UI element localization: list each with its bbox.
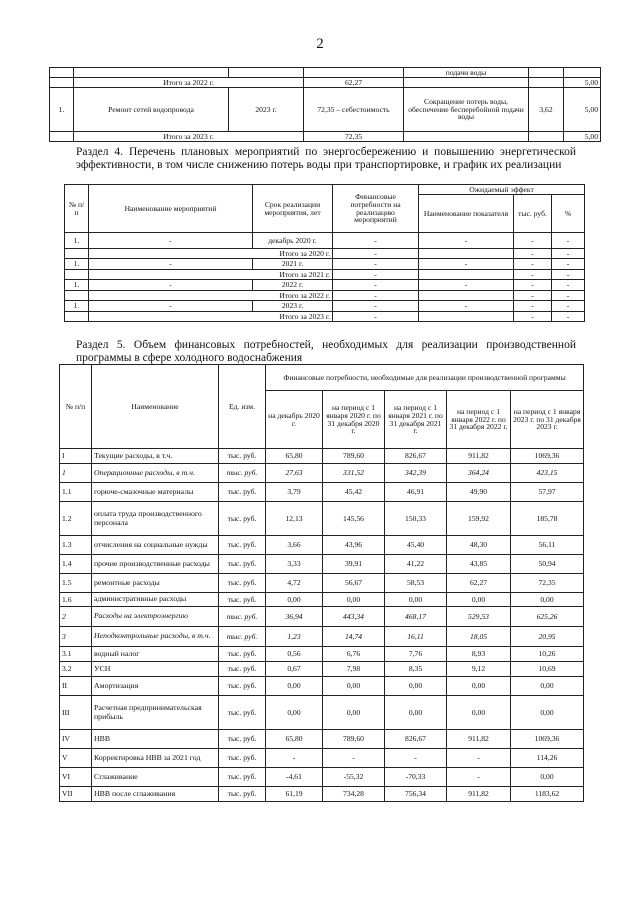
row-unit: тыс. руб. [219, 730, 266, 749]
row-name: Текущие расходы, в т.ч. [92, 449, 219, 464]
row-value: 826,67 [385, 730, 447, 749]
row-number: 1.3 [60, 536, 92, 555]
table-row [60, 555, 584, 574]
table-row [60, 464, 584, 483]
header-name: Наименование [92, 365, 219, 449]
measure-name: - [89, 259, 253, 270]
table-row [60, 593, 584, 607]
measure-pct: - [552, 301, 585, 312]
table-row [60, 662, 584, 677]
row-number: III [60, 696, 92, 730]
total-rub: - [514, 312, 552, 322]
table-row [65, 301, 585, 312]
header-group: Финансовые потребности, необходимые для реализации производственной программы [266, 365, 584, 391]
measure-finance: - [333, 301, 419, 312]
table-row [65, 312, 585, 322]
row-name: НВВ после сглаживания [92, 787, 219, 802]
row-value: 342,39 [385, 464, 447, 483]
measure-finance: - [333, 233, 419, 249]
table-row [60, 502, 584, 536]
total-pct: 5,00 [564, 132, 601, 142]
measure-name: - [89, 301, 253, 312]
row-value: 8,93 [447, 647, 511, 662]
row-number: 1 [60, 464, 92, 483]
header-period-2021: на период с 1 января 2021 г. по 31 декабря 2021 г. [385, 391, 447, 449]
header-indicator: Наименование показателя [419, 195, 514, 233]
row-value: 0,00 [266, 677, 323, 696]
row-number: 1.6 [60, 593, 92, 607]
row-unit: тыс. руб. [219, 647, 266, 662]
row-value: - [447, 768, 511, 787]
effect-pct: 5,00 [564, 88, 601, 132]
row-number: V [60, 749, 92, 768]
total-rub: - [514, 270, 552, 280]
row-value: 45,40 [385, 536, 447, 555]
page-number: 2 [316, 36, 324, 52]
row-value: 0,00 [385, 593, 447, 607]
table-row [60, 627, 584, 647]
row-name: ремонтные расходы [92, 574, 219, 593]
row-value: 331,52 [323, 464, 385, 483]
row-value: 734,28 [323, 787, 385, 802]
effect-rub: 3,62 [529, 88, 564, 132]
total-finance: - [333, 270, 419, 280]
header-period-dec-2020: на декабрь 2020 г. [266, 391, 323, 449]
row-value: 3,33 [266, 555, 323, 574]
total-value: 72,35 [304, 132, 404, 142]
table-row [65, 249, 585, 259]
measure-rub: - [514, 233, 552, 249]
row-value: 0,00 [323, 593, 385, 607]
table-row [65, 270, 585, 280]
row-name: НВВ [92, 730, 219, 749]
row-value: 7,76 [385, 647, 447, 662]
row-name: Сглаживание [92, 768, 219, 787]
row-value: 56,67 [323, 574, 385, 593]
row-value: 36,94 [266, 607, 323, 627]
row-number: 1.5 [60, 574, 92, 593]
row-value: 114,26 [511, 749, 584, 768]
row-value: 18,05 [447, 627, 511, 647]
total-pct: 5,00 [564, 78, 601, 88]
row-value: 62,27 [447, 574, 511, 593]
total-label: Итого за 2021 г. [89, 270, 333, 280]
row-name: Расходы на электроэнергию [92, 607, 219, 627]
row-value: 0,56 [266, 647, 323, 662]
table-row [50, 68, 601, 78]
row-value: 0,00 [511, 696, 584, 730]
row-value: 0,00 [266, 696, 323, 730]
row-value: 0,67 [266, 662, 323, 677]
row-value: 3,66 [266, 536, 323, 555]
measure-pct: - [552, 233, 585, 249]
row-value: 12,13 [266, 502, 323, 536]
row-value: 20,95 [511, 627, 584, 647]
row-value: 468,17 [385, 607, 447, 627]
table-row [60, 730, 584, 749]
total-rub: - [514, 291, 552, 301]
row-value: 57,97 [511, 483, 584, 502]
row-value: 4,72 [266, 574, 323, 593]
row-value: 27,63 [266, 464, 323, 483]
continuation-table [49, 67, 601, 142]
row-value: 0,00 [511, 768, 584, 787]
row-unit: тыс. руб. [219, 787, 266, 802]
row-unit: тыс. руб. [219, 662, 266, 677]
header-rub: тыс. руб. [514, 195, 552, 233]
table-row [60, 677, 584, 696]
row-value: 443,34 [323, 607, 385, 627]
row-value: -70,33 [385, 768, 447, 787]
measure-finance: - [333, 259, 419, 270]
measure-indicator: - [419, 301, 514, 312]
table-row [65, 259, 585, 270]
table-row [50, 132, 601, 142]
total-finance: - [333, 312, 419, 322]
row-number: II [60, 677, 92, 696]
table-row [60, 696, 584, 730]
row-value: - [447, 749, 511, 768]
table-row [60, 768, 584, 787]
measure-period: декабрь 2020 г. [253, 233, 333, 249]
row-value: 46,91 [385, 483, 447, 502]
row-value: 39,91 [323, 555, 385, 574]
row-value: 43,85 [447, 555, 511, 574]
row-value: 0,00 [266, 593, 323, 607]
measure-rub: - [514, 301, 552, 312]
row-name: Корректировка НВВ за 2021 год [92, 749, 219, 768]
energy-measures-table [64, 184, 585, 322]
row-number: 1. [65, 301, 89, 312]
row-value: 41,22 [385, 555, 447, 574]
row-value: 61,19 [266, 787, 323, 802]
row-value: - [266, 749, 323, 768]
row-value: 72,35 [511, 574, 584, 593]
row-number: VII [60, 787, 92, 802]
table-row [60, 449, 584, 464]
measure-name: - [89, 233, 253, 249]
table-row [60, 536, 584, 555]
row-number: 1.2 [60, 502, 92, 536]
header-finance: Финансовые потребности на реализацию мероприятий [333, 185, 419, 233]
row-number: 1. [50, 88, 74, 132]
row-value: 911,82 [447, 787, 511, 802]
row-number: 3.2 [60, 662, 92, 677]
row-name: оплата труда производственного персонала [92, 502, 219, 536]
measure-indicator: - [419, 280, 514, 291]
total-label: Итого за 2023 г. [74, 132, 304, 142]
table-row [60, 787, 584, 802]
row-unit: тыс. руб. [219, 483, 266, 502]
row-value: 529,53 [447, 607, 511, 627]
row-value: 58,53 [385, 574, 447, 593]
measure-cost: 72,35 – себестоимость [304, 88, 404, 132]
row-value: 625,26 [511, 607, 584, 627]
row-unit: тыс. руб. [219, 607, 266, 627]
row-value: -4,61 [266, 768, 323, 787]
row-name: Расчетная предпринимательская прибыль [92, 696, 219, 730]
row-unit: тыс. руб. [219, 449, 266, 464]
header-name: Наименование мероприятий [89, 185, 253, 233]
row-unit: тыс. руб. [219, 593, 266, 607]
row-unit: тыс. руб. [219, 677, 266, 696]
row-value: 65,80 [266, 730, 323, 749]
header-period-2020: на период с 1 января 2020 г. по 31 декабря 2020 г. [323, 391, 385, 449]
total-finance: - [333, 291, 419, 301]
section-5-heading: Раздел 5. Объем финансовых потребностей, необходимых для реализации производственной программы в сфере холодного водоснабжения [76, 339, 576, 364]
table-row [65, 233, 585, 249]
row-unit: тыс. руб. [219, 464, 266, 483]
row-value: 911,82 [447, 730, 511, 749]
table-row [65, 280, 585, 291]
table-row [50, 78, 601, 88]
row-name: УСН [92, 662, 219, 677]
measure-effect: Сокращение потерь воды, обеспечение бесперебойной подачи воды [404, 88, 529, 132]
total-pct: - [552, 312, 585, 322]
header-num: № п/п [65, 185, 89, 233]
row-value: 789,60 [323, 449, 385, 464]
table-row [60, 574, 584, 593]
measure-pct: - [552, 280, 585, 291]
row-unit: тыс. руб. [219, 502, 266, 536]
row-value: 1069,36 [511, 730, 584, 749]
row-value: 1069,36 [511, 449, 584, 464]
row-number: 1. [65, 280, 89, 291]
measure-name: - [89, 280, 253, 291]
row-value: 159,92 [447, 502, 511, 536]
header-period-2022: на период с 1 января 2022 г. по 31 декабря 2022 г. [447, 391, 511, 449]
header-period: Срок реализации мероприятия, лет [253, 185, 333, 233]
measure-rub: - [514, 280, 552, 291]
total-label: Итого за 2022 г. [74, 78, 304, 88]
row-unit: тыс. руб. [219, 768, 266, 787]
header-unit: Ед. изм. [219, 365, 266, 449]
measure-finance: - [333, 280, 419, 291]
financial-needs-table [59, 364, 584, 802]
row-value: - [323, 749, 385, 768]
row-name: отчисления на социальные нужды [92, 536, 219, 555]
row-name: прочие производственные расходы [92, 555, 219, 574]
total-label: Итого за 2022 г. [89, 291, 333, 301]
header-pct: % [552, 195, 585, 233]
row-name: Операционные расходы, в т.ч. [92, 464, 219, 483]
row-value: 364,24 [447, 464, 511, 483]
row-value: 10,69 [511, 662, 584, 677]
header-period-2023: на период с 1 января 2023 г. по 31 декабря 2023 г. [511, 391, 584, 449]
row-value: -55,32 [323, 768, 385, 787]
row-value: 45,42 [323, 483, 385, 502]
row-value: 911,82 [447, 449, 511, 464]
header-num: № п/п [60, 365, 92, 449]
row-number: 1. [65, 259, 89, 270]
row-value: 789,60 [323, 730, 385, 749]
row-number: 1.4 [60, 555, 92, 574]
row-value: 9,12 [447, 662, 511, 677]
row-value: 0,00 [511, 593, 584, 607]
row-number: 1.1 [60, 483, 92, 502]
row-value: 0,00 [385, 677, 447, 696]
row-value: 0,00 [511, 677, 584, 696]
row-value: 7,98 [323, 662, 385, 677]
row-unit: тыс. руб. [219, 574, 266, 593]
total-rub: - [514, 249, 552, 259]
row-value: 10,26 [511, 647, 584, 662]
row-number: 3.1 [60, 647, 92, 662]
row-value: 0,00 [385, 696, 447, 730]
row-number: VI [60, 768, 92, 787]
row-value: 826,67 [385, 449, 447, 464]
row-value: 756,34 [385, 787, 447, 802]
measure-period: 2022 г. [253, 280, 333, 291]
row-value: 150,33 [385, 502, 447, 536]
header-effect: Ожидаемый эффект [419, 185, 585, 195]
row-unit: тыс. руб. [219, 696, 266, 730]
row-value: 0,00 [447, 696, 511, 730]
row-value: 423,15 [511, 464, 584, 483]
table-row [50, 88, 601, 132]
measure-indicator: - [419, 259, 514, 270]
row-name: водный налог [92, 647, 219, 662]
total-label: Итого за 2020 г. [89, 249, 333, 259]
total-pct: - [552, 291, 585, 301]
measure-pct: - [552, 259, 585, 270]
measure-indicator: - [419, 233, 514, 249]
table-row [65, 291, 585, 301]
row-value: 0,00 [447, 677, 511, 696]
total-value: 62,27 [304, 78, 404, 88]
row-name: административные расходы [92, 593, 219, 607]
row-name: Неподконтрольные расходы, в т.ч. [92, 627, 219, 647]
mitigation-cell: подачи воды [404, 68, 529, 78]
row-unit: тыс. руб. [219, 627, 266, 647]
row-value: 3,79 [266, 483, 323, 502]
measure-period: 2023 г. [229, 88, 304, 132]
row-number: I [60, 449, 92, 464]
total-label: Итого за 2023 г. [89, 312, 333, 322]
total-finance: - [333, 249, 419, 259]
row-value: 8,35 [385, 662, 447, 677]
measure-rub: - [514, 259, 552, 270]
row-value: 65,80 [266, 449, 323, 464]
row-value: 48,30 [447, 536, 511, 555]
total-pct: - [552, 249, 585, 259]
row-number: IV [60, 730, 92, 749]
row-unit: тыс. руб. [219, 749, 266, 768]
row-value: 56,11 [511, 536, 584, 555]
measure-period: 2021 г. [253, 259, 333, 270]
row-unit: тыс. руб. [219, 555, 266, 574]
row-value: 43,96 [323, 536, 385, 555]
row-name: Амортизация [92, 677, 219, 696]
row-value: 185,78 [511, 502, 584, 536]
row-value: 50,94 [511, 555, 584, 574]
row-value: 0,00 [323, 677, 385, 696]
row-value: 16,11 [385, 627, 447, 647]
row-value: 14,74 [323, 627, 385, 647]
section-4-heading: Раздел 4. Перечень плановых мероприятий по энергосбережению и повышению энергетической эффективности, в том числе снижению потерь воды при транспортировке, и график их реализации [76, 146, 576, 171]
table-row [60, 749, 584, 768]
total-pct: - [552, 270, 585, 280]
row-value: 0,00 [447, 593, 511, 607]
table-row [60, 607, 584, 627]
measure-period: 2023 г. [253, 301, 333, 312]
row-number: 1. [65, 233, 89, 249]
row-value: 145,56 [323, 502, 385, 536]
measure-name: Ремонт сетей водопровода [74, 88, 229, 132]
row-unit: тыс. руб. [219, 536, 266, 555]
table-row [60, 647, 584, 662]
row-value: 1,23 [266, 627, 323, 647]
row-value: 49,90 [447, 483, 511, 502]
row-number: 2 [60, 607, 92, 627]
row-number: 3 [60, 627, 92, 647]
row-value: - [385, 749, 447, 768]
row-name: горюче-смазочные материалы [92, 483, 219, 502]
row-value: 6,76 [323, 647, 385, 662]
table-row [60, 483, 584, 502]
row-value: 1183,62 [511, 787, 584, 802]
row-value: 0,00 [323, 696, 385, 730]
